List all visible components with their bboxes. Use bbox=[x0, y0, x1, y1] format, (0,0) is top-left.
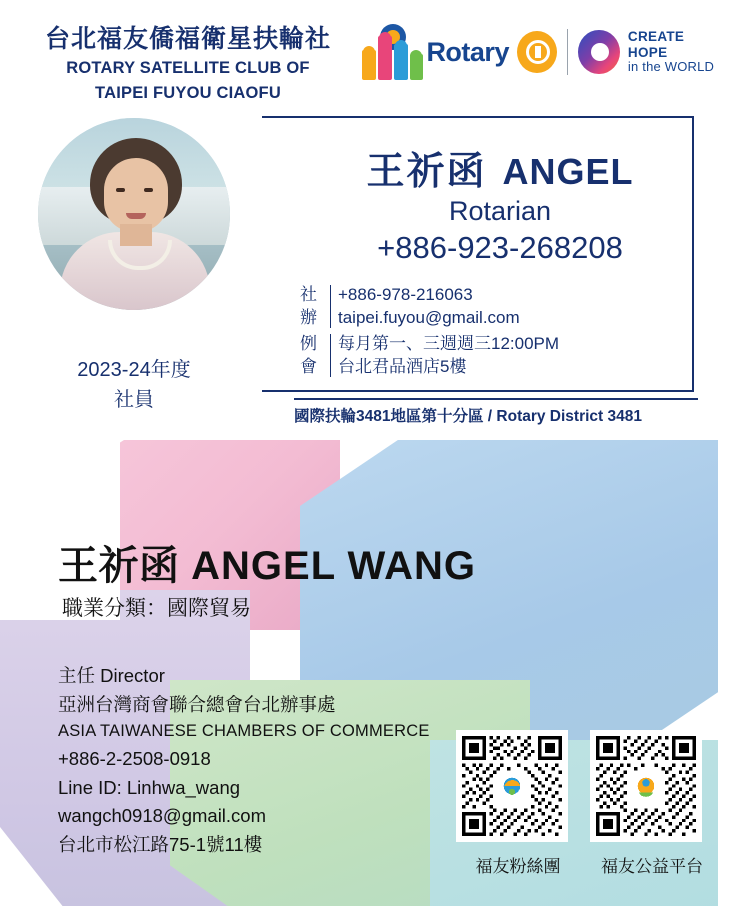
club-name-english-line2: TAIPEI FUYOU CIAOFU bbox=[95, 84, 281, 103]
detail-values-office bbox=[338, 283, 520, 330]
member-name-chinese: 王祈函 bbox=[366, 151, 487, 193]
membership-card bbox=[0, 0, 745, 440]
detail-separator bbox=[330, 285, 331, 328]
people-of-action-icon bbox=[362, 24, 420, 80]
theme-line-1: CREATE HOPE bbox=[627, 29, 685, 60]
detail-label-office-line2: 辦 bbox=[300, 308, 317, 328]
rotary-wordmark: Rotary bbox=[426, 36, 509, 67]
detail-label-meeting bbox=[300, 332, 328, 379]
profile-panel bbox=[0, 440, 745, 906]
contact-title: 主任 Director bbox=[58, 665, 165, 686]
bracket-notch bbox=[262, 170, 266, 340]
contact-address: 台北市松江路75-1號11樓 bbox=[58, 833, 263, 855]
member-name-line bbox=[300, 140, 700, 195]
office-phone: +886-978-216063 bbox=[338, 285, 473, 304]
detail-label-meeting-line1: 例 bbox=[300, 333, 317, 353]
district-label: 國際扶輪3481地區第十分區 / Rotary District 3481 bbox=[294, 408, 642, 425]
theme-line-2: in the WORLD bbox=[627, 59, 715, 75]
profile-name-chinese: 王祈函 bbox=[58, 544, 180, 588]
qr-code-platform-image bbox=[596, 736, 696, 836]
member-mobile: +886-923-268208 bbox=[377, 230, 623, 265]
occupation-classification: 職業分類：國際貿易 bbox=[62, 597, 251, 620]
qr-block-platform[interactable] bbox=[590, 730, 714, 877]
qr-code-fans-image bbox=[462, 736, 562, 836]
club-title bbox=[18, 24, 358, 105]
detail-values-meeting bbox=[338, 332, 559, 379]
contact-organization-en: ASIA TAIWANESE CHAMBERS OF COMMERCE bbox=[58, 722, 430, 741]
member-portrait-photo bbox=[38, 118, 230, 310]
detail-separator bbox=[330, 334, 331, 377]
detail-row-office bbox=[300, 283, 559, 330]
contact-block bbox=[58, 662, 430, 860]
profile-name-english: ANGEL WANG bbox=[191, 544, 476, 588]
logo-divider bbox=[567, 29, 569, 75]
district-divider bbox=[294, 398, 698, 400]
detail-label-office bbox=[300, 283, 328, 330]
rotary-wheel-icon bbox=[517, 31, 557, 73]
detail-row-meeting bbox=[300, 332, 559, 379]
create-hope-icon bbox=[578, 30, 619, 74]
meeting-venue: 台北君品酒店5樓 bbox=[338, 357, 467, 377]
member-role-chinese: 社員 bbox=[114, 389, 154, 411]
detail-label-meeting-line2: 會 bbox=[300, 357, 317, 377]
contact-phone: +886-2-2508-0918 bbox=[58, 747, 211, 769]
member-role: Rotarian bbox=[448, 196, 552, 226]
contact-email: wangch0918@gmail.com bbox=[58, 805, 266, 827]
profile-name bbox=[58, 534, 476, 591]
member-year: 2023-24年度 bbox=[77, 359, 191, 381]
meeting-time: 每月第一、三週週三12:00PM bbox=[338, 333, 560, 353]
qr-code-platform[interactable] bbox=[590, 730, 702, 842]
office-email: taipei.fuyou@gmail.com bbox=[338, 308, 520, 328]
rotary-logo-block bbox=[362, 20, 722, 84]
club-name-chinese: 台北福友僑福衛星扶輪社 bbox=[44, 25, 331, 53]
member-name-english: ANGEL bbox=[502, 151, 634, 192]
qr-caption-platform: 福友公益平台 bbox=[601, 857, 703, 876]
detail-label-office-line1: 社 bbox=[300, 285, 317, 304]
create-hope-text bbox=[628, 29, 722, 75]
card-details bbox=[300, 283, 559, 381]
contact-line-id: Line ID: Linhwa_wang bbox=[58, 776, 241, 798]
qr-block-fans[interactable] bbox=[456, 730, 580, 877]
contact-organization-cn: 亞洲台灣商會聯合總會台北辦事處 bbox=[58, 693, 336, 715]
qr-code-fans[interactable] bbox=[456, 730, 568, 842]
club-name-english-line1: ROTARY SATELLITE CLUB OF bbox=[66, 59, 310, 77]
member-year-block bbox=[38, 355, 230, 415]
qr-caption-fans: 福友粉絲團 bbox=[475, 857, 561, 876]
